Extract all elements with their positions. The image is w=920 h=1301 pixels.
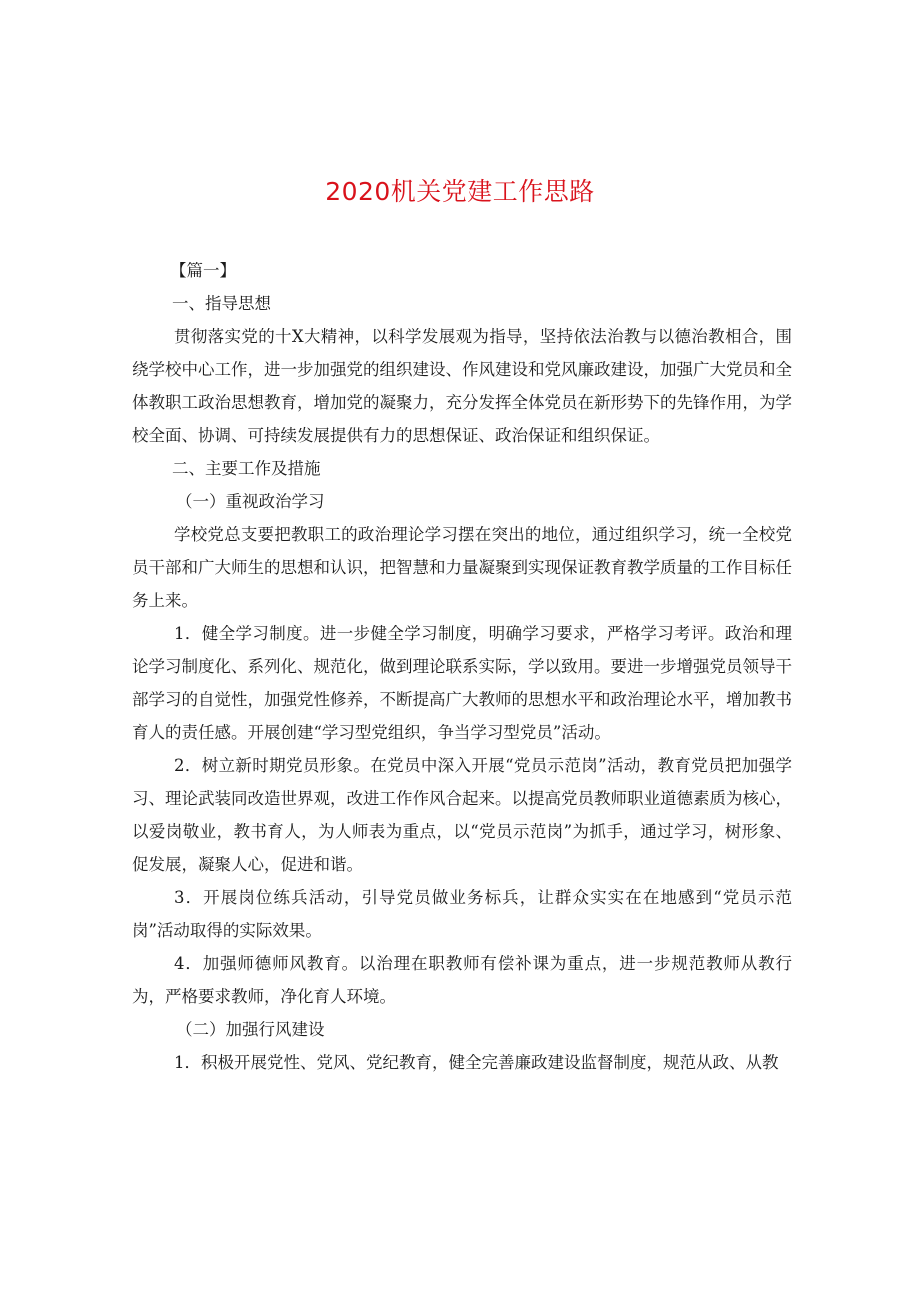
list-item-post-training: 3．开展岗位练兵活动，引导党员做业务标兵，让群众实实在在地感到“党员示范岗”活动取得的实际效果。 bbox=[132, 888, 792, 940]
heading-guiding-ideology: 一、指导思想 bbox=[172, 294, 271, 313]
list-item-party-education: 1．积极开展党性、党风、党纪教育，健全完善廉政建设监督制度，规范从政、从教 bbox=[174, 1053, 779, 1072]
subheading-political-study: （一）重视政治学习 bbox=[176, 492, 325, 511]
list-item-study-system: 1．健全学习制度。进一步健全学习制度，明确学习要求，严格学习考评。政治和理论学习制度化、系列化、规范化，做到理论联系实际，学以致用。要进一步增强党员领导干部学习的自觉性，加强党性修养，不断提高广大教师的思想水平和政治理论水平，增加教书育人的责任感。开展创建“学习型党组织，争当学习型党员”活动。 bbox=[132, 624, 792, 742]
heading-main-work: 二、主要工作及措施 bbox=[172, 459, 321, 478]
list-item-party-image: 2．树立新时期党员形象。在党员中深入开展“党员示范岗”活动，教育党员把加强学习、理论武装同改造世界观，改进工作作风合起来。以提高党员教师职业道德素质为核心，以爱岗敬业，教书育人，为人师表为重点，以“党员示范岗”为抓手，通过学习，树形象、促发展，凝聚人心，促进和谐。 bbox=[132, 756, 792, 874]
subheading-conduct-building: （二）加强行风建设 bbox=[176, 1020, 325, 1039]
document-title: 2020机关党建工作思路 bbox=[325, 177, 595, 206]
document-body bbox=[132, 254, 792, 1079]
paragraph-guiding-ideology: 贯彻落实党的十X大精神，以科学发展观为指导，坚持依法治教与以德治教相合，围绕学校中心工作，进一步加强党的组织建设、作风建设和党风廉政建设，加强广大党员和全体教职工政治思想教育，增加党的凝聚力，充分发挥全体党员在新形势下的先锋作用，为学校全面、协调、可持续发展提供有力的思想保证、政治保证和组织保证。 bbox=[132, 327, 792, 445]
section-label: 【篇一】 bbox=[170, 261, 236, 280]
list-item-teacher-ethics: 4．加强师德师风教育。以治理在职教师有偿补课为重点，进一步规范教师从教行为，严格要求教师，净化育人环境。 bbox=[132, 954, 792, 1006]
paragraph-political-study: 学校党总支要把教职工的政治理论学习摆在突出的地位，通过组织学习，统一全校党员干部和广大师生的思想和认识，把智慧和力量凝聚到实现保证教育教学质量的工作目标任务上来。 bbox=[132, 525, 792, 610]
